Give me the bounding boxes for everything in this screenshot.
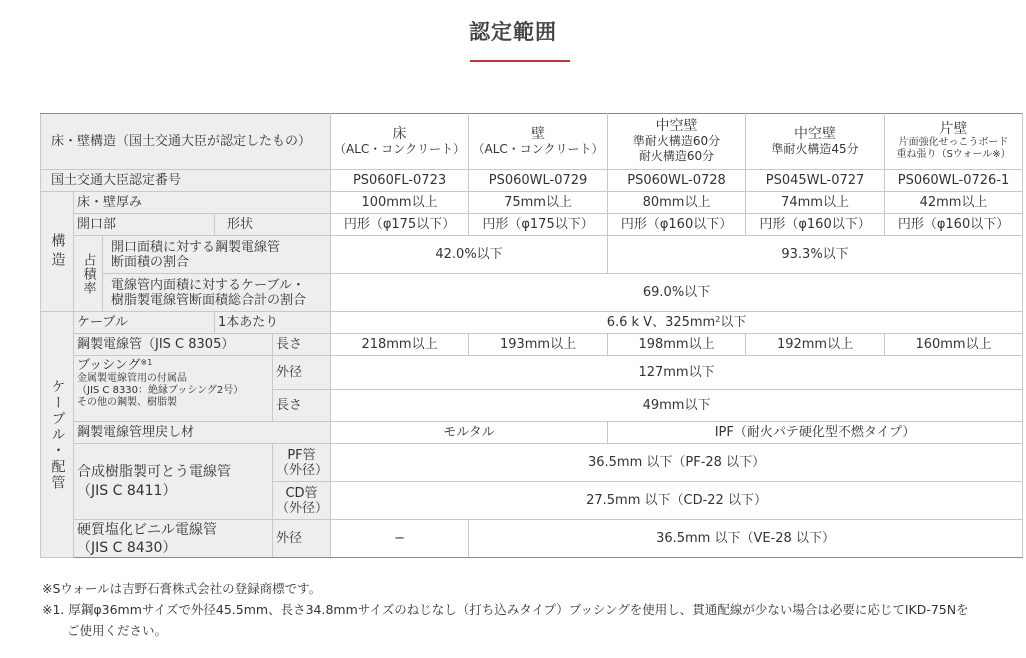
- opening-cell: 円形（φ160以下）: [746, 214, 885, 236]
- steel-length-cell: 218mm以上: [331, 334, 469, 356]
- header-col-wall: 壁 （ALC・コンクリート）: [469, 114, 608, 170]
- thickness-cell: 100mm以上: [331, 192, 469, 214]
- steel-conduit-label: 鋼製電線管（JIS C 8305）: [74, 334, 273, 356]
- cert-number-cell: PS045WL-0727: [746, 170, 885, 192]
- pvc-cell: 36.5mm 以下（VE-28 以下）: [469, 520, 1023, 558]
- opening-cell: 円形（φ160以下）: [608, 214, 746, 236]
- header-col-single-wall: 片壁 片面強化せっこうボード 重ね張り（Sウォール※）: [885, 114, 1023, 170]
- cert-number-cell: PS060WL-0728: [608, 170, 746, 192]
- occupancy-ratio-label: 占積率: [74, 236, 103, 312]
- opening-cell: 円形（φ175以下）: [469, 214, 608, 236]
- pf-pipe-label: PF管 （外径）: [273, 444, 331, 482]
- cert-number-cell: PS060FL-0723: [331, 170, 469, 192]
- pf-pipe-cell: 36.5mm 以下（PF-28 以下）: [331, 444, 1023, 482]
- pvc-conduit-label: 硬質塩化ビニル電線管 （JIS C 8430）: [74, 520, 273, 558]
- structure-group-label: 構造: [41, 192, 74, 312]
- bushing-label: ブッシング$^{※1}$ 金属製電線管用の付属品 （JIS C 8330：絶縁ブッシング2号） その他の鋼製、樹脂製: [74, 356, 273, 422]
- certification-range-table: [40, 113, 1023, 558]
- cert-number-label: 国土交通大臣認定番号: [41, 170, 331, 192]
- footnote-bushing-continued: ご使用ください。: [67, 623, 168, 638]
- cd-pipe-cell: 27.5mm 以下（CD-22 以下）: [331, 482, 1023, 520]
- bushing-length-label: 長さ: [273, 390, 331, 422]
- cable-group-label: ケーブル・配管: [41, 312, 74, 558]
- thickness-cell: 75mm以上: [469, 192, 608, 214]
- cert-number-cell: PS060WL-0729: [469, 170, 608, 192]
- footnotes: [42, 578, 1012, 641]
- ratio1-cell: 42.0%以下: [331, 236, 608, 274]
- opening-shape-label: 形状: [215, 214, 331, 236]
- header-col-hollow-wall-60: 中空壁 準耐火構造60分 耐火構造60分: [608, 114, 746, 170]
- cert-number-cell: PS060WL-0726-1: [885, 170, 1023, 192]
- cable-per-unit-label: 1本あたり: [215, 312, 331, 334]
- backfill-ipf-cell: IPF（耐火パテ硬化型不燃タイプ）: [608, 422, 1023, 444]
- header-col-hollow-wall-45: 中空壁 準耐火構造45分: [746, 114, 885, 170]
- pvc-floor-cell: −: [331, 520, 469, 558]
- thickness-cell: 80mm以上: [608, 192, 746, 214]
- thickness-label: 床・壁厚み: [74, 192, 331, 214]
- backfill-mortar-cell: モルタル: [331, 422, 608, 444]
- footnote-trademark: ※Sウォールは吉野石膏株式会社の登録商標です。: [42, 581, 322, 596]
- bushing-outer-diameter-label: 外径: [273, 356, 331, 390]
- ratio1-cell: 93.3%以下: [608, 236, 1023, 274]
- title-underline: [470, 60, 570, 62]
- backfill-label: 鋼製電線管埋戻し材: [74, 422, 331, 444]
- footnote-bushing: ※1. 厚鋼φ36mmサイズで外径45.5mm、長さ34.8mmサイズのねじなし（打ち込みタイプ）ブッシングを使用し、貫通配線が少ない場合は必要に応じてIKD-75Nを: [42, 602, 969, 617]
- steel-length-cell: 198mm以上: [608, 334, 746, 356]
- ratio2-cell: 69.0%以下: [331, 274, 1023, 312]
- bushing-outer-diameter-cell: 127mm以下: [331, 356, 1023, 390]
- thickness-cell: 74mm以上: [746, 192, 885, 214]
- opening-cell: 円形（φ175以下）: [331, 214, 469, 236]
- flexible-conduit-label: 合成樹脂製可とう電線管 （JIS C 8411）: [74, 444, 273, 520]
- cable-label: ケーブル: [74, 312, 215, 334]
- steel-conduit-length-label: 長さ: [273, 334, 331, 356]
- ratio1-label: 開口面積に対する鋼製電線管 断面積の割合: [103, 236, 331, 274]
- thickness-cell: 42mm以上: [885, 192, 1023, 214]
- steel-length-cell: 192mm以上: [746, 334, 885, 356]
- ratio2-label: 電線管内面積に対するケーブル・ 樹脂製電線管断面積総合計の割合: [103, 274, 331, 312]
- opening-label: 開口部: [74, 214, 215, 236]
- header-col-floor: 床 （ALC・コンクリート）: [331, 114, 469, 170]
- cable-cell: 6.6 k V、$325mm^2$以下: [331, 312, 1023, 334]
- steel-length-cell: 160mm以上: [885, 334, 1023, 356]
- header-structure-label: 床・壁構造（国土交通大臣が認定したもの）: [41, 114, 331, 170]
- cd-pipe-label: CD管 （外径）: [273, 482, 331, 520]
- bushing-length-cell: 49mm以下: [331, 390, 1023, 422]
- pvc-outer-diameter-label: 外径: [273, 520, 331, 558]
- steel-length-cell: 193mm以上: [469, 334, 608, 356]
- page-title: 認定範囲: [469, 20, 557, 44]
- opening-cell: 円形（φ160以下）: [885, 214, 1023, 236]
